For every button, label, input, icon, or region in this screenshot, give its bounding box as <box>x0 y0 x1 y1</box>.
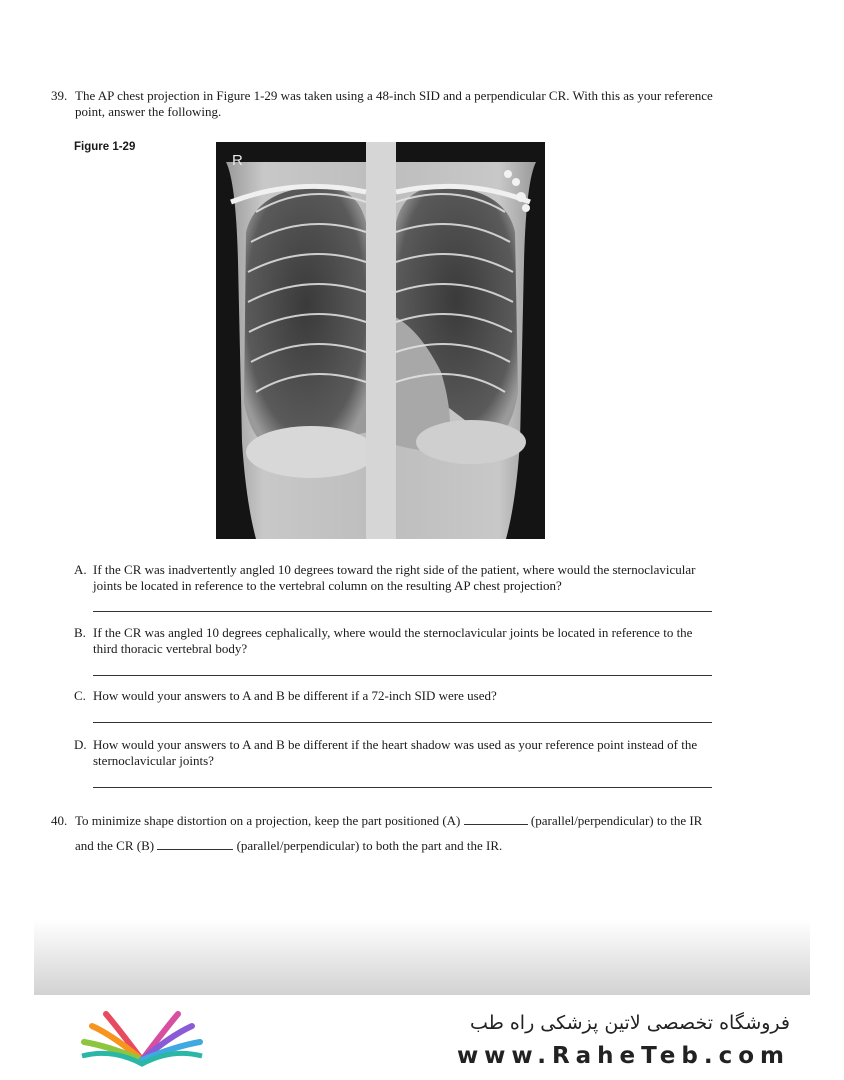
answer-line-d[interactable] <box>93 787 712 788</box>
answer-line-b[interactable] <box>93 675 712 676</box>
blank-b[interactable] <box>157 837 233 850</box>
sub-text: If the CR was angled 10 degrees cephalically, where would the sternoclavicular joints be located in reference to the third thoracic vertebral body? <box>93 625 693 656</box>
sub-question-a <box>74 562 714 594</box>
chest-xray-image <box>216 142 545 539</box>
figure-label: Figure 1-29 <box>74 141 136 153</box>
question-39 <box>51 88 721 120</box>
blank-a[interactable] <box>464 812 528 825</box>
sub-letter: B. <box>74 625 86 640</box>
footer-gradient <box>34 920 810 995</box>
sub-text: How would your answers to A and B be different if the heart shadow was used as your reference point instead of the sternoclavicular joints? <box>93 737 698 768</box>
question-number: 39. <box>51 88 68 103</box>
question-text-part-3: (parallel/perpendicular) to both the part and the IR. <box>236 838 503 853</box>
xray-illustration <box>216 142 545 539</box>
answer-line-c[interactable] <box>93 722 712 723</box>
question-number: 40. <box>51 813 68 828</box>
sub-question-c <box>74 688 714 704</box>
question-text-part-2: (parallel/perpendicular) to the IR and the CR (B) <box>75 813 703 853</box>
store-url[interactable]: www.RaheTeb.com <box>456 1043 790 1069</box>
sub-question-b <box>74 625 714 657</box>
sub-letter: C. <box>74 688 86 703</box>
sub-text: If the CR was inadvertently angled 10 degrees toward the right side of the patient, where would the sternoclavicular joints be located in reference to the vertebral column on the resulting AP chest projection? <box>93 562 696 593</box>
store-name-persian: فروشگاه تخصصی لاتین پزشکی راه طب <box>470 1012 790 1034</box>
book-logo-icon <box>78 1008 206 1068</box>
question-text-part-1: To minimize shape distortion on a projection, keep the part positioned (A) <box>75 813 461 828</box>
logo-graphic <box>78 1008 206 1068</box>
question-40 <box>51 808 721 858</box>
answer-line-a[interactable] <box>93 611 712 612</box>
question-text: The AP chest projection in Figure 1-29 was taken using a 48-inch SID and a perpendicular CR. With this as your reference point, answer the following. <box>75 88 713 119</box>
sub-question-d <box>74 737 714 769</box>
question-text <box>75 808 721 858</box>
sub-text: How would your answers to A and B be different if a 72-inch SID were used? <box>93 688 497 703</box>
xray-side-marker: R <box>232 152 243 169</box>
sub-letter: D. <box>74 737 87 752</box>
sub-letter: A. <box>74 562 87 577</box>
